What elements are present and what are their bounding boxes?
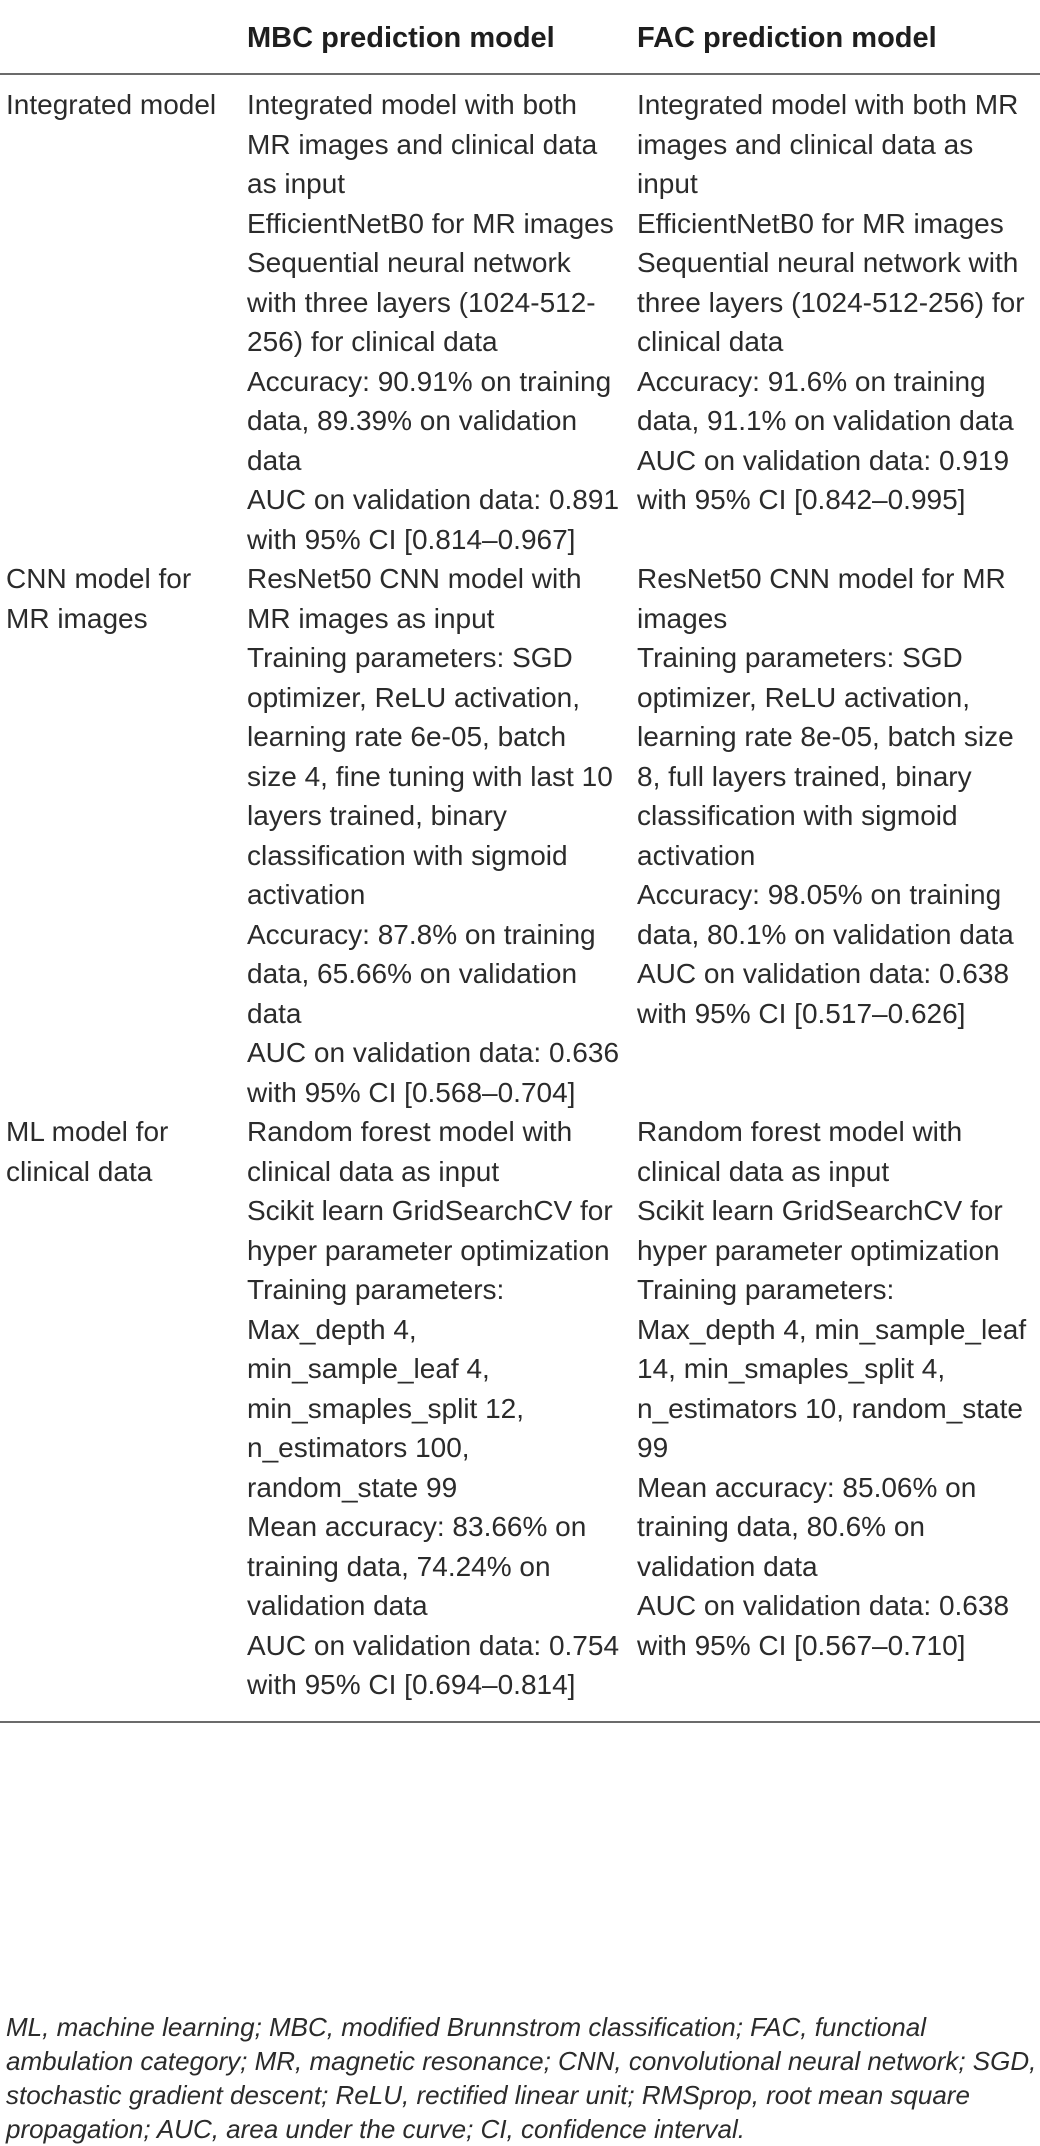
- cell-line: Mean accuracy: 83.66% on training data, 74.24% on validation data: [247, 1511, 587, 1621]
- table-row: [0, 559, 1040, 1112]
- cell-line: ResNet50 CNN model for MR images: [637, 563, 1006, 634]
- model-comparison-table: [0, 12, 1040, 1723]
- cell-line: Training parameters: Max_depth 4, min_sample_leaf 4, min_smaples_split 12, n_estimators 100, random_state 99: [247, 1274, 525, 1503]
- cell-mbc-cnn: [245, 559, 635, 1112]
- cell-line: AUC on validation data: 0.891 with 95% CI [0.814–0.967]: [247, 484, 620, 555]
- cell-fac-integrated: [635, 74, 1040, 559]
- header-empty: [0, 12, 245, 74]
- table-header-row: [0, 12, 1040, 74]
- cell-fac-cnn: [635, 559, 1040, 1112]
- cell-line: Accuracy: 87.8% on training data, 65.66% on validation data: [247, 918, 596, 1029]
- cell-line: EfficientNetB0 for MR images: [637, 207, 1004, 239]
- cell-line: Integrated model with both MR images and clinical data as input: [247, 89, 598, 199]
- cell-line: Accuracy: 91.6% on training data, 91.1% on validation data: [637, 365, 1014, 436]
- cell-line: AUC on validation data: 0.638 with 95% CI [0.567–0.710]: [637, 1590, 1010, 1661]
- row-label-cnn: CNN model for MR images: [6, 563, 192, 634]
- cell-line: Integrated model with both MR images and clinical data as input: [637, 89, 1019, 199]
- cell-line: Training parameters: SGD optimizer, ReLU activation, learning rate 6e-05, batch size 4, fine tuning with last 10 layers trained, binary classification with sigmoid activation: [247, 642, 613, 910]
- table-row: [0, 74, 1040, 559]
- cell-line: AUC on validation data: 0.919 with 95% CI [0.842–0.995]: [637, 444, 1010, 515]
- cell-line: Mean accuracy: 85.06% on training data, 80.6% on validation data: [637, 1471, 977, 1582]
- cell-line: EfficientNetB0 for MR images: [247, 207, 614, 239]
- cell-line: Sequential neural network with three layers (1024-512-256) for clinical data: [637, 247, 1025, 357]
- cell-line: Training parameters: SGD optimizer, ReLU activation, learning rate 8e-05, batch size 8, full layers trained, binary classification with sigmoid activation: [637, 642, 1014, 871]
- cell-line: Random forest model with clinical data as input: [247, 1116, 573, 1187]
- row-label-integrated: Integrated model: [6, 89, 217, 120]
- header-mbc: MBC prediction model: [245, 12, 635, 74]
- cell-line: Scikit learn GridSearchCV for hyper parameter optimization: [637, 1195, 1003, 1266]
- cell-line: Accuracy: 98.05% on training data, 80.1% on validation data: [637, 879, 1014, 950]
- cell-mbc-ml: [245, 1112, 635, 1722]
- cell-line: Accuracy: 90.91% on training data, 89.39% on validation data: [247, 365, 612, 476]
- cell-line: Scikit learn GridSearchCV for hyper parameter optimization: [247, 1195, 613, 1266]
- cell-line: AUC on validation data: 0.754 with 95% CI [0.694–0.814]: [247, 1629, 620, 1700]
- cell-line: Random forest model with clinical data as input: [637, 1116, 963, 1187]
- cell-line: Sequential neural network with three layers (1024-512-256) for clinical data: [247, 247, 596, 357]
- cell-line: AUC on validation data: 0.638 with 95% CI [0.517–0.626]: [637, 958, 1010, 1029]
- cell-line: ResNet50 CNN model with MR images as input: [247, 563, 582, 634]
- table-footnote: ML, machine learning; MBC, modified Brunnstrom classification; FAC, functional ambulation category; MR, magnetic resonance; CNN, convolutional neural network; SGD, stochastic gradient descent; ReLU, rectified linear unit; RMSprop, root mean square propagation; AUC, area under the curve; CI, confidence interval.: [6, 2012, 1037, 2144]
- header-fac: FAC prediction model: [635, 12, 1040, 74]
- table-row: [0, 1112, 1040, 1722]
- cell-mbc-integrated: [245, 74, 635, 559]
- cell-fac-ml: [635, 1112, 1040, 1722]
- cell-line: Training parameters: Max_depth 4, min_sample_leaf 14, min_smaples_split 4, n_estimators 10, random_state 99: [637, 1274, 1027, 1463]
- row-label-ml: ML model for clinical data: [0, 1112, 245, 1722]
- cell-line: AUC on validation data: 0.636 with 95% CI [0.568–0.704]: [247, 1037, 620, 1108]
